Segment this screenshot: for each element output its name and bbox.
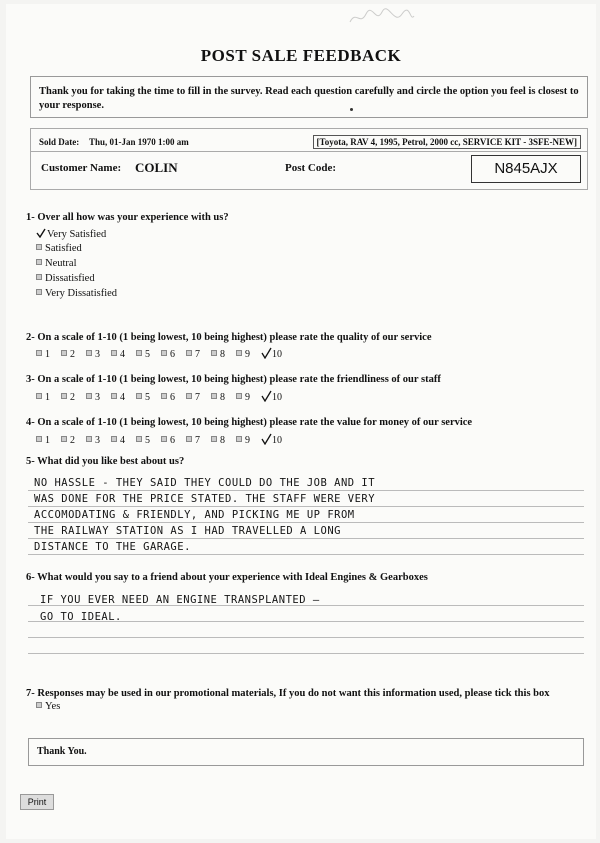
thanks-box [28, 738, 584, 766]
checkbox-icon[interactable] [136, 350, 142, 356]
intro-box [30, 76, 588, 118]
handwritten-tick-icon [261, 347, 272, 359]
q7-option-label: Yes [45, 701, 61, 712]
question-5: 5- What did you like best about us? [26, 456, 185, 467]
checkbox-icon[interactable] [111, 393, 117, 399]
scale-option[interactable] [161, 349, 186, 360]
scale-option[interactable] [111, 392, 136, 403]
scale-option[interactable] [136, 435, 161, 446]
scale-option[interactable] [136, 349, 161, 360]
checkbox-icon[interactable] [36, 436, 42, 442]
scale-option[interactable] [61, 392, 86, 403]
question-6-answer-line: IF YOU EVER NEED AN ENGINE TRANSPLANTED — [40, 594, 320, 606]
pencil-scrawl [346, 6, 416, 28]
page-title: POST SALE FEEDBACK [200, 46, 402, 65]
scale-option[interactable] [36, 435, 61, 446]
scale-label: 8 [220, 392, 225, 403]
scale-label: 10 [272, 392, 282, 403]
sale-info-box [30, 128, 588, 190]
scale-label: 10 [272, 435, 282, 446]
checkbox-icon[interactable] [61, 436, 67, 442]
checkbox-icon[interactable] [136, 393, 142, 399]
q1-option[interactable] [36, 228, 106, 240]
print-button[interactable]: Print [20, 794, 54, 810]
checkbox-icon[interactable] [36, 274, 42, 280]
scale-option[interactable] [236, 392, 261, 403]
customer-name-label: Customer Name: [41, 162, 122, 174]
sold-date-row [31, 133, 587, 152]
checkbox-icon[interactable] [186, 350, 192, 356]
sold-date-label: Sold Date: [39, 137, 80, 147]
scale-label: 3 [95, 349, 100, 360]
question-1: 1- Over all how was your experience with us? [26, 212, 229, 223]
scale-label: 7 [195, 392, 200, 403]
scale-option[interactable] [136, 392, 161, 403]
checkbox-icon[interactable] [86, 350, 92, 356]
checkbox-icon[interactable] [36, 244, 42, 250]
scale-label: 1 [45, 349, 50, 360]
scale-option[interactable] [86, 435, 111, 446]
scale-label: 5 [145, 349, 150, 360]
checkbox-icon[interactable] [111, 350, 117, 356]
q1-option-label: Neutral [45, 258, 77, 269]
question-2: 2- On a scale of 1-10 (1 being lowest, 10 being highest) please rate the quality of our service [26, 332, 432, 343]
scale-label: 9 [245, 392, 250, 403]
scale-option[interactable] [186, 392, 211, 403]
checkbox-icon[interactable] [186, 393, 192, 399]
scale-option[interactable] [186, 435, 211, 446]
q1-option[interactable] [36, 243, 82, 254]
handwritten-tick-icon [36, 228, 46, 238]
question-6: 6- What would you say to a friend about your experience with Ideal Engines & Gearboxes [26, 572, 428, 583]
scale-option[interactable] [161, 392, 186, 403]
scale-option[interactable] [61, 435, 86, 446]
scale-label: 1 [45, 392, 50, 403]
q1-option[interactable] [36, 288, 117, 299]
checkbox-icon[interactable] [111, 436, 117, 442]
question-3-scale [36, 390, 286, 403]
checkbox-icon[interactable] [236, 436, 242, 442]
scale-label: 6 [170, 392, 175, 403]
q1-option-label: Dissatisfied [45, 273, 95, 284]
scale-label: 6 [170, 435, 175, 446]
q1-option-label: Very Satisfied [47, 229, 107, 240]
question-7: 7- Responses may be used in our promotional materials, If you do not want this information used, please tick this box [26, 688, 550, 699]
scale-option[interactable] [111, 435, 136, 446]
checkbox-icon[interactable] [186, 436, 192, 442]
checkbox-icon[interactable] [36, 393, 42, 399]
scale-label: 6 [170, 349, 175, 360]
scale-label: 5 [145, 392, 150, 403]
checkbox-icon[interactable] [136, 436, 142, 442]
scale-label: 3 [95, 435, 100, 446]
question-5-answer-line: ACCOMODATING & FRIENDLY, AND PICKING ME UP FROM [34, 509, 355, 521]
checkbox-icon[interactable] [86, 393, 92, 399]
question-5-answer-line: NO HASSLE - THEY SAID THEY COULD DO THE JOB AND IT [34, 477, 376, 489]
scale-option[interactable] [236, 435, 261, 446]
question-6-answer-line: GO TO IDEAL. [40, 611, 122, 623]
question-4: 4- On a scale of 1-10 (1 being lowest, 10 being highest) please rate the value for money of our service [26, 417, 473, 428]
scale-option[interactable] [86, 349, 111, 360]
checkbox-icon[interactable] [36, 259, 42, 265]
checkbox-icon[interactable] [36, 702, 42, 708]
scale-option[interactable] [111, 349, 136, 360]
checkbox-icon[interactable] [236, 350, 242, 356]
scale-label: 4 [120, 392, 125, 403]
thanks-text: Thank You. [37, 746, 87, 757]
question-3: 3- On a scale of 1-10 (1 being lowest, 10 being highest) please rate the friendliness of our staff [26, 374, 441, 385]
scale-label: 7 [195, 435, 200, 446]
scale-option[interactable] [61, 349, 86, 360]
scale-option[interactable] [36, 349, 61, 360]
scale-label: 1 [45, 435, 50, 446]
post-code-field[interactable]: N845AJX [471, 155, 581, 183]
q7-option-yes[interactable] [36, 701, 60, 712]
question-2-scale [36, 347, 286, 360]
scale-label: 9 [245, 349, 250, 360]
scale-option[interactable] [261, 390, 286, 403]
scale-label: 9 [245, 435, 250, 446]
scale-label: 8 [220, 435, 225, 446]
scale-label: 3 [95, 392, 100, 403]
question-5-answer-line: WAS DONE FOR THE PRICE STATED. THE STAFF WERE VERY [34, 493, 376, 505]
checkbox-icon[interactable] [36, 289, 42, 295]
post-code-label: Post Code: [285, 162, 337, 174]
question-5-answer-line: DISTANCE TO THE GARAGE. [34, 541, 191, 553]
q1-option-label: Satisfied [45, 243, 82, 254]
scale-label: 8 [220, 349, 225, 360]
checkbox-icon[interactable] [161, 350, 167, 356]
q1-option[interactable] [36, 258, 77, 269]
scale-label: 10 [272, 349, 282, 360]
scale-label: 5 [145, 435, 150, 446]
scale-label: 4 [120, 435, 125, 446]
scale-option[interactable] [211, 349, 236, 360]
scale-label: 4 [120, 349, 125, 360]
scale-option[interactable] [36, 392, 61, 403]
q1-option-label: Very Dissatisfied [45, 288, 118, 299]
checkbox-icon[interactable] [211, 350, 217, 356]
scale-option[interactable] [211, 392, 236, 403]
question-4-scale [36, 433, 286, 446]
handwritten-tick-icon [261, 390, 272, 402]
checkbox-icon[interactable] [61, 393, 67, 399]
checkbox-icon[interactable] [161, 393, 167, 399]
scale-option[interactable] [186, 349, 211, 360]
stray-mark [350, 108, 353, 111]
scale-label: 2 [70, 349, 75, 360]
scale-label: 2 [70, 392, 75, 403]
handwritten-tick-icon [261, 433, 272, 445]
scale-option[interactable] [161, 435, 186, 446]
checkbox-icon[interactable] [161, 436, 167, 442]
scale-option[interactable] [236, 349, 261, 360]
q1-option[interactable] [36, 273, 95, 284]
scale-option[interactable] [211, 435, 236, 446]
customer-name-value: COLIN [135, 160, 178, 175]
sold-date-value: Thu, 01-Jan 1970 1:00 am [89, 137, 189, 147]
checkbox-icon[interactable] [86, 436, 92, 442]
checkbox-icon[interactable] [61, 350, 67, 356]
vehicle-details: [Toyota, RAV 4, 1995, Petrol, 2000 cc, SERVICE KIT - 3SFE-NEW] [313, 135, 581, 149]
scale-label: 7 [195, 349, 200, 360]
question-5-answer-line: THE RAILWAY STATION AS I HAD TRAVELLED A LONG [34, 525, 341, 537]
checkbox-icon[interactable] [36, 350, 42, 356]
scale-option[interactable] [261, 347, 286, 360]
checkbox-icon[interactable] [236, 393, 242, 399]
scale-option[interactable] [86, 392, 111, 403]
checkbox-icon[interactable] [211, 393, 217, 399]
feedback-form [6, 4, 596, 839]
scale-label: 2 [70, 435, 75, 446]
checkbox-icon[interactable] [211, 436, 217, 442]
intro-text: Thank you for taking the time to fill in the survey. Read each question carefully and circle the option you feel is closest to your response. [39, 86, 579, 111]
scale-option[interactable] [261, 433, 286, 446]
